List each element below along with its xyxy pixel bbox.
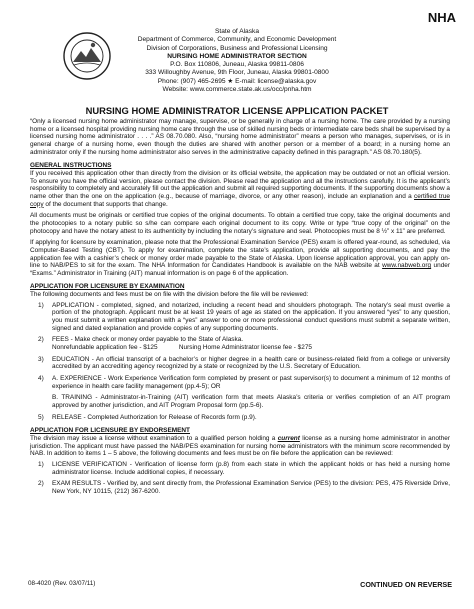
division-name: Division of Corporations, Business and Professional Licensing (146, 44, 328, 52)
item-text: A. EXPERIENCE - Work Experience Verification form completed by present or past supervisor(s) to document a minimum of 12 months of experience in health care facility management (pp.4-5); OR (52, 375, 450, 390)
intro-quote: “Only a licensed nursing home administrator may manage, supervise, or be generally in charge of a nursing home. The care provided by a nursing home or a licensed hospital providing nursing home care through the use of skilled nursing beds or intermediate care beds shall be supervised by a licensed nursing home administrator . . . .” AS 08.70.080. Also, “nursing home administrator” means a person who manages, supervises, or is in general charge of a nursing home, even though the duties are shared with another person or a member of a board; in a nursing home an administrator only if the nursing home administrator also serves in the administrative capacity defined in this paragraph.” AS 08.70.180(5). (30, 118, 450, 156)
form-revision: 08-4020 (Rev. 03/07/11) (28, 580, 96, 587)
list-item (30, 336, 450, 351)
item-text: LICENSE VERIFICATION - Verification of license form (p.8) from each state in which the applicant holds or has held a nursing home administrator license. Include additional copies, if necessary. (52, 460, 450, 476)
list-item (30, 461, 450, 476)
form-code: NHA (427, 10, 456, 25)
exam-lead: The following documents and fees must be on file with the division before the file will be reviewed: (30, 291, 309, 299)
item-text: APPLICATION - completed, signed, and notarized, including a recent head and shoulders photograph. The notary’s seal must overlie a portion of the photograph. Applicant must be at least 19 years of age as stated on the application. If you answered “yes” to any question, you must submit a written explanation with a “yes” answer to one or more professional conduct questions must submit a separate written, signed and dated explanation and provide copies of any supporting documents. (52, 301, 450, 332)
po-box: P.O. Box 110806, Juneau, Alaska 99811-0806 (170, 61, 304, 69)
packet-title: NURSING HOME ADMINISTRATOR LICENSE APPLICATION PACKET (85, 105, 389, 116)
item-number: 2) (38, 480, 44, 488)
item-number (30, 394, 52, 409)
general-p1-text: If you received this application other than directly from the division or its official website, the application may be outdated or not an official version. To ensure you have the official version, please contact the division. Please read the application and all the instructions carefully. It is the applicant’s responsibility to completely and accurately fill out the application and submit all required supporting documents. If the supporting documents show a name other than the one on the application (e.g., because of marriage, divorce, or any other reason), include an explanation and a (30, 169, 450, 200)
state-name: State of Alaska (215, 28, 259, 35)
item-number: 1) (38, 460, 44, 468)
fees-row (52, 344, 312, 352)
page-footer (28, 580, 452, 589)
nab-website-link[interactable]: www.nabweb.org (382, 262, 432, 270)
list-item (30, 375, 450, 390)
endorsement-requirements-list (30, 461, 450, 496)
list-item (30, 414, 450, 422)
general-paragraph-2: All documents must be originals or certified true copies of the original documents. To obtain a certified true copy, take the original documents and the photocopies to a notary public so s/he can compare each original document to its copy. Write or type “true copy of the original” on the photocopy and have the notary attest to its authenticity by including the notary’s signature and seal. Photocopies must be 8 ½” x 11” are preferred. (30, 212, 450, 235)
item-number: 1) (38, 301, 44, 309)
endorsement-heading: APPLICATION FOR LICENSURE BY ENDORSEMENT (30, 427, 190, 435)
department-name: Department of Commerce, Community, and Economic Development (137, 36, 337, 44)
phone-email: Phone: (907) 465-2695 ★ E-mail: license@alaska.gov (157, 77, 317, 85)
item-number: 5) (38, 413, 44, 421)
item-number: 3) (38, 355, 44, 363)
continued-notice: CONTINUED ON REVERSE (360, 580, 452, 589)
item-number: 2) (38, 336, 44, 344)
general-p3-end: under “Exams.” Administrator in Training (AIT) manual information is on page 6 of the application. (30, 262, 451, 277)
general-paragraph-3 (30, 239, 450, 277)
item-text: B. TRAINING - Administrator-in-Training (AIT) verification form that meets Alaska’s criteria or verifies completion of an AIT program approved by another jurisdiction, and AIT Program Proposal form (pp.5-6). (52, 394, 450, 409)
endorsement-lead-b: license as a nursing home administrator in another jurisdiction. The applicant must have passed the NAB/PES examination for nursing home administrators with the minimum score recommended by NAB. In addition to items 1 – 5 above, the following documents and fees must be on file before the application can be reviewed: (30, 434, 450, 458)
list-item (30, 480, 450, 495)
general-p1-end: of the document that supports that change. (45, 200, 168, 208)
exam-requirements-list (30, 302, 450, 422)
license-fee: Nursing Home Administrator license fee - $275 (178, 344, 312, 352)
item-text: RELEASE - Completed Authorization for Release of Records form (p.9). (52, 413, 257, 421)
endorsement-lead-a: The division may issue a license without examination to a qualified person holding a (30, 434, 276, 442)
item-text: EDUCATION - An official transcript of a bachelor’s or higher degree in a health care or business-related field from a college or university accredited by an accrediting agency recognized by a state or recognized by the U.S. Secretary of Education. (52, 355, 450, 371)
fees-text: FEES - Make check or money order payable to the State of Alaska. (52, 336, 244, 344)
agency-header (0, 28, 474, 94)
item-number: 4) (38, 375, 44, 383)
list-item (30, 302, 450, 333)
current-emphasis: current (277, 434, 300, 442)
exam-heading: APPLICATION FOR LICENSURE BY EXAMINATION (30, 283, 185, 291)
item-text: EXAM RESULTS - Verified by, and sent directly from, the Professional Examination Service (PES) to the division: PES, 475 Riverside Drive, New York, NY 10115, (212) 367-6200. (52, 480, 450, 495)
general-p3-text: If applying for licensure by examination, please note that the Professional Examination Service (PES) exam is offered year-round, as scheduled, via Computer-Based Testing (CBT). To apply for examination, complete the state’s application, provide all supporting documents, and pay the application fee with a cashier’s check or money order made payable to the State of Alaska. Upon license application approval, you can apply on-line to NAB/PES to sit for the exam. The NHA Information for Candidates Handbook is available on the NAB website at (30, 239, 450, 270)
street-address: 333 Willoughby Avenue, 9th Floor, Juneau, Alaska 99801-0800 (145, 69, 329, 77)
general-instructions-heading: GENERAL INSTRUCTIONS (30, 162, 112, 170)
document-body (30, 118, 450, 500)
endorsement-lead (30, 435, 450, 458)
application-fee: Nonrefundable application fee - $125 (52, 344, 158, 352)
certified-true-copy-link[interactable]: certified true copy (30, 192, 450, 208)
item-text (52, 336, 450, 351)
website: Website: www.commerce.state.ak.us/occ/pnha.htm (162, 86, 312, 94)
section-name: NURSING HOME ADMINISTRATOR SECTION (167, 52, 307, 60)
list-item (30, 394, 450, 409)
list-item (30, 356, 450, 371)
general-paragraph-1 (30, 170, 450, 208)
